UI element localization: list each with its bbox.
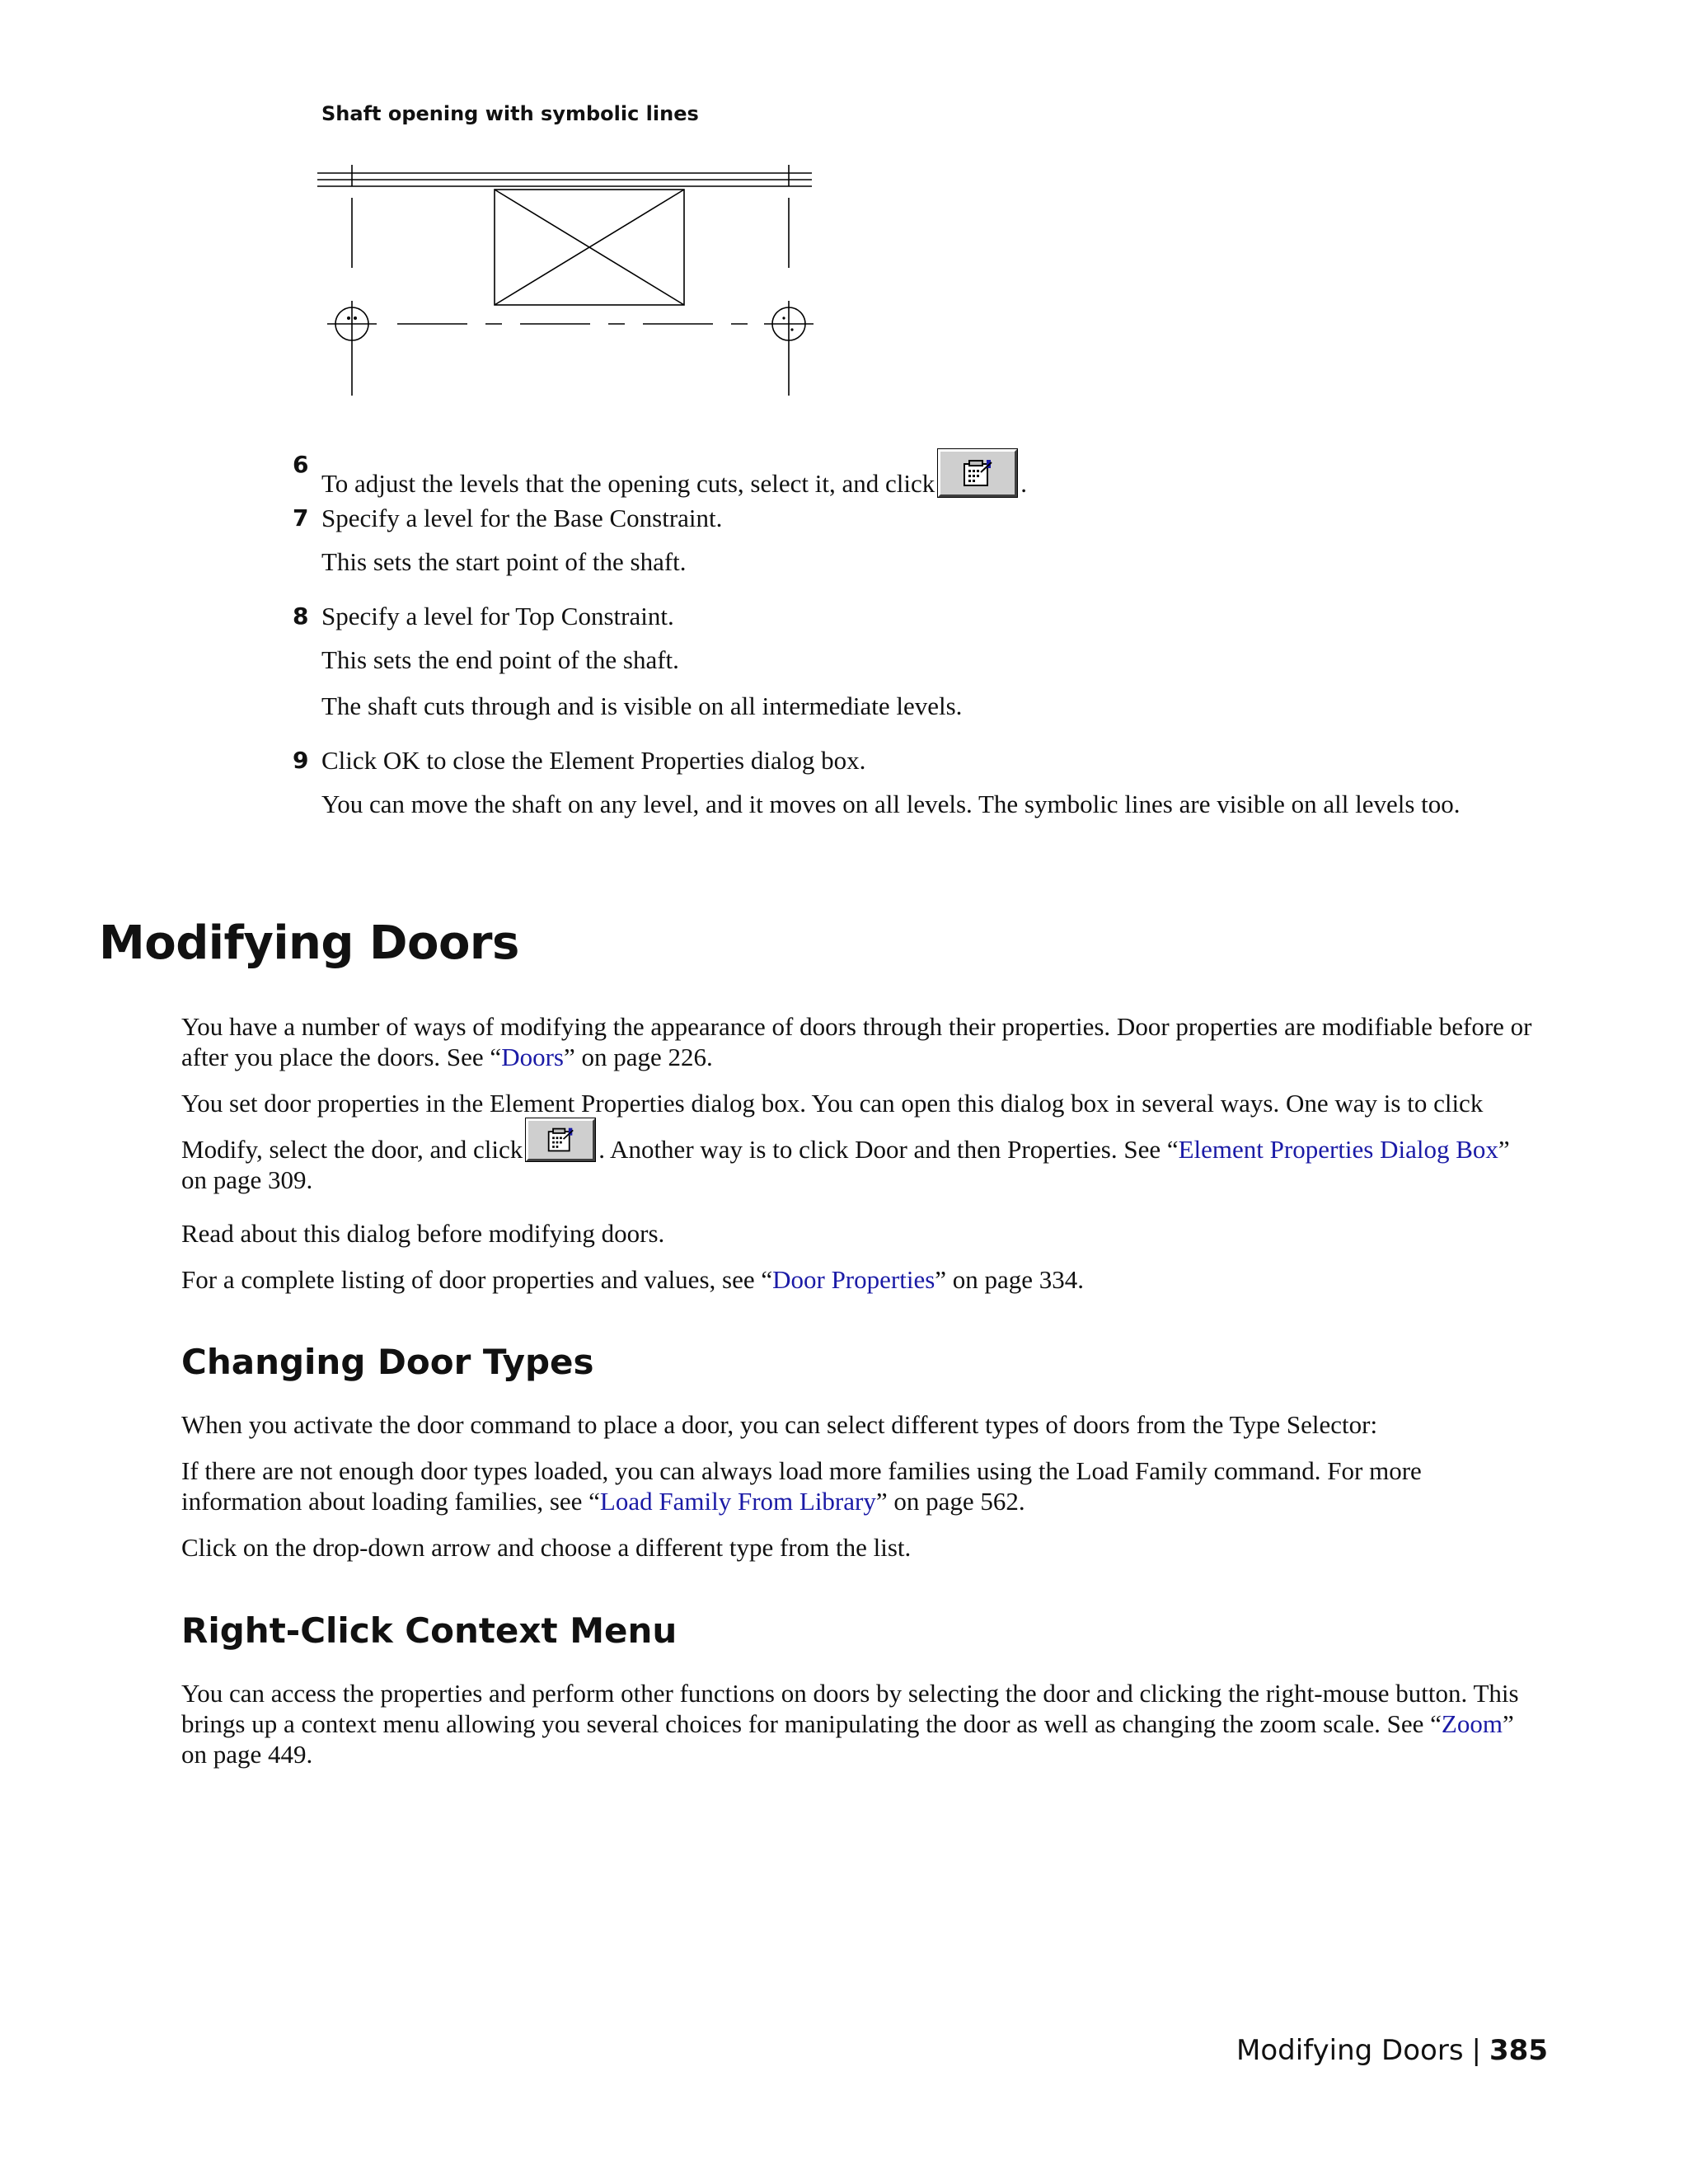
section-paragraph-4: For a complete listing of door properties and values, see “Door Properties” on page 334.: [181, 1265, 1085, 1294]
element-properties-icon: [959, 457, 996, 489]
element-properties-button[interactable]: [938, 449, 1017, 497]
door-properties-link[interactable]: Door Properties: [772, 1265, 935, 1294]
subsection-1-paragraph-1: When you activate the door command to place a door, you can select different types of doors from the Type Selector:: [181, 1410, 1378, 1439]
doors-link[interactable]: Doors: [501, 1043, 564, 1071]
section-paragraph-2: You set door properties in the Element Properties dialog box. You can open this dialog box in several ways. One way is to click Modify, select the door, and click . Another way is to click Door and then Properties. See “Element Properties Dialog Box” on page 309.: [181, 1089, 1510, 1194]
step-8-note-2: The shaft cuts through and is visible on all intermediate levels.: [321, 691, 963, 720]
page-number: 385: [1489, 2034, 1548, 2067]
step-9: [293, 745, 1545, 778]
step-text: Specify a level for the Base Constraint.: [321, 504, 723, 532]
step-text: Click OK to close the Element Properties dialog box.: [321, 746, 866, 775]
zoom-link[interactable]: Zoom: [1441, 1709, 1503, 1738]
step-6: 6 To adjust the levels that the opening cuts, select it, and click .: [293, 451, 1027, 498]
subsection-1-paragraph-2: If there are not enough door types loaded, you can always load more families using the Load Family command. For more information about loading families, see “Load Family From Library” on page 562.: [181, 1456, 1422, 1516]
section-title: Modifying Doors: [99, 916, 519, 970]
step-number: 6: [293, 451, 309, 478]
step-8-note-1: This sets the end point of the shaft.: [321, 645, 679, 674]
figure-caption: Shaft opening with symbolic lines: [321, 102, 699, 125]
section-paragraph-3: Read about this dialog before modifying doors.: [181, 1219, 665, 1248]
load-family-link[interactable]: Load Family From Library: [599, 1487, 876, 1516]
element-properties-icon: [543, 1126, 578, 1154]
element-properties-button[interactable]: [526, 1118, 595, 1161]
step-number: 8: [293, 602, 309, 630]
step-text: Specify a level for Top Constraint.: [321, 602, 674, 630]
section-paragraph-1: You have a number of ways of modifying the appearance of doors through their properties. Door properties are modifiable before or after you place the doors. See “Doors” on page 226.: [181, 1012, 1532, 1071]
step-number: 7: [293, 504, 309, 532]
shaft-opening-figure: [317, 157, 820, 404]
subsection-2-paragraph-1: You can access the properties and perform other functions on doors by selecting the door and clicking the right-mouse button. This brings up a context menu allowing you several choices for manipulating the door as well as changing the zoom scale. See “Zoom” on page 449.: [181, 1679, 1519, 1769]
element-properties-dialog-link[interactable]: Element Properties Dialog Box: [1178, 1135, 1498, 1164]
step-7: [293, 503, 1545, 536]
subsection-title-context-menu: Right-Click Context Menu: [181, 1610, 678, 1651]
footer-section: Modifying Doors: [1236, 2034, 1464, 2067]
page-footer: [1236, 2034, 1548, 2067]
step-7-note: This sets the start point of the shaft.: [321, 547, 687, 576]
footer-separator: |: [1471, 2034, 1482, 2067]
step-9-note: You can move the shaft on any level, and it moves on all levels. The symbolic lines are visible on all levels too.: [321, 790, 1461, 818]
step-8: [293, 601, 1545, 634]
subsection-title-changing-door-types: Changing Door Types: [181, 1342, 594, 1382]
step-number: 9: [293, 747, 309, 774]
subsection-1-paragraph-3: Click on the drop-down arrow and choose a different type from the list.: [181, 1533, 912, 1562]
step-text: To adjust the levels that the opening cuts, select it, and click: [321, 469, 935, 498]
